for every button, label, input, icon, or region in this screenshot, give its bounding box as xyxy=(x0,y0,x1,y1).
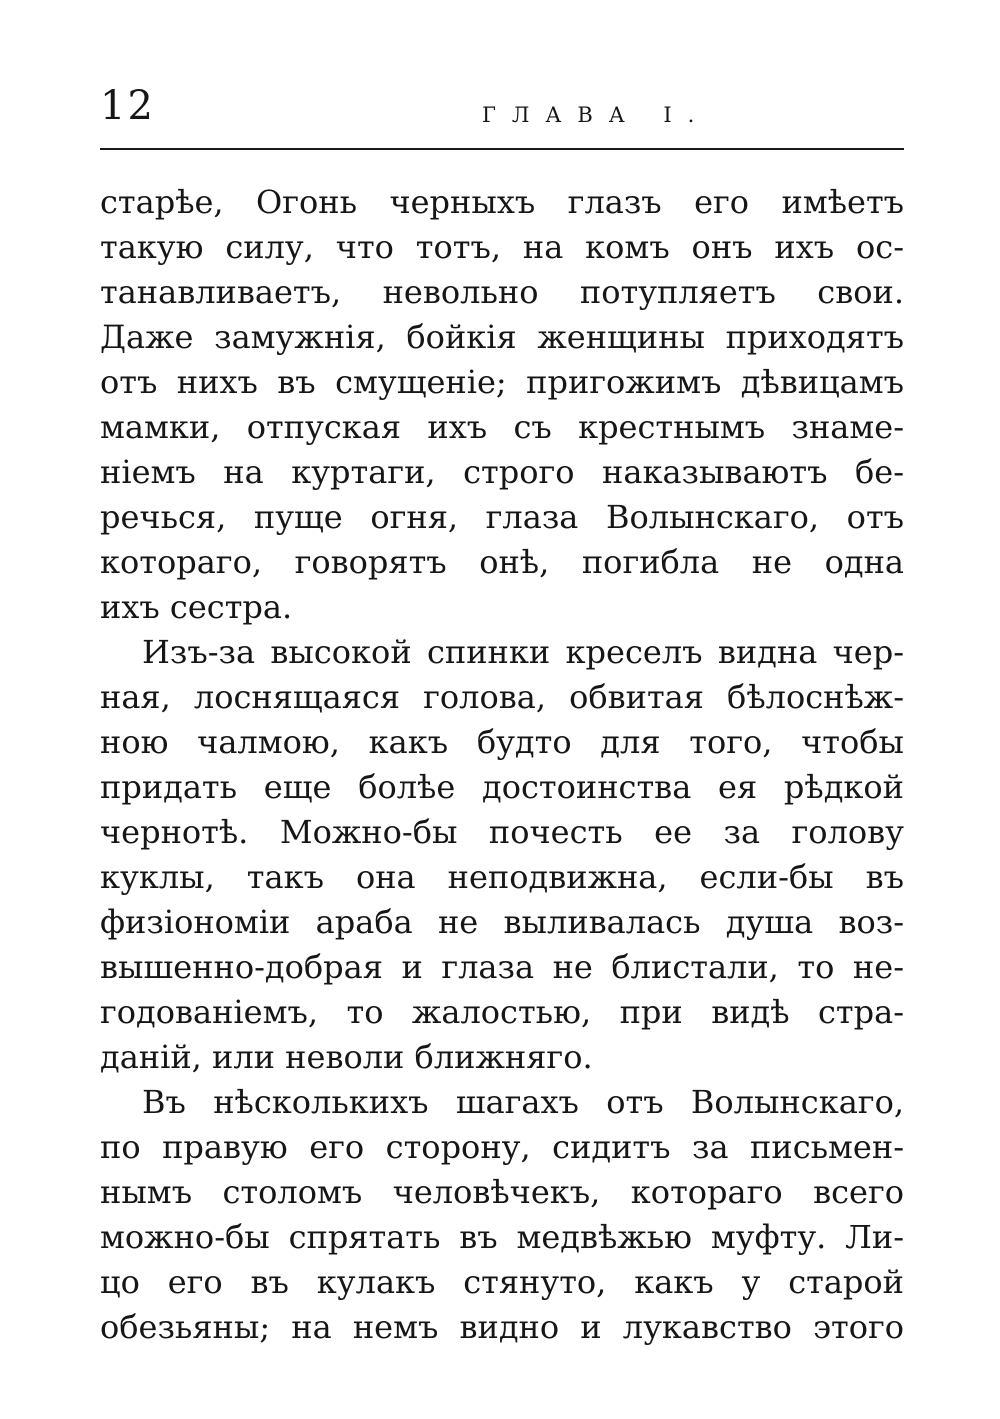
text-line: ихъ сестра. xyxy=(100,588,293,626)
text-line: можно-бы спрятать въ медвѣжью муфту. Ли- xyxy=(100,1218,904,1256)
text-line: придать еще болѣе достоинства ея рѣдкой xyxy=(100,768,904,806)
running-head: ГЛАВА I. xyxy=(482,103,711,127)
text-line: вышенно-добрая и глаза не блистали, то не- xyxy=(100,948,904,986)
text-line: старѣе, Огонь черныхъ глазъ его имѣетъ xyxy=(100,183,904,221)
header-rule xyxy=(100,148,904,150)
text-line: танавливаетъ, невольно потупляетъ свои. xyxy=(100,273,904,311)
text-line: такую силу, что тотъ, на комъ онъ ихъ ос- xyxy=(100,228,904,266)
text-line: обезьяны; на немъ видно и лукавство этого xyxy=(100,1308,904,1346)
page-header xyxy=(100,80,904,140)
text-line: куклы, такъ она неподвижна, если-бы въ xyxy=(100,858,904,896)
text-line: по правую его сторону, сидитъ за письмен- xyxy=(100,1128,904,1166)
text-line: речься, пуще огня, глаза Волынскаго, отъ xyxy=(100,498,904,536)
page-number: 12 xyxy=(100,83,155,129)
text-line: котораго, говорятъ онѣ, погибла не одна xyxy=(100,543,904,581)
text-line: нымъ столомъ человѣчекъ, котораго всего xyxy=(100,1173,904,1211)
text-line: отъ нихъ въ смущеніе; пригожимъ дѣвицамъ xyxy=(100,363,904,401)
text-line: мамки, отпуская ихъ съ крестнымъ знаме- xyxy=(100,408,904,446)
text-line: физіономіи араба не выливалась душа воз- xyxy=(100,903,904,941)
body-text xyxy=(100,180,904,1350)
text-line: Изъ-за высокой спинки креселъ видна чер- xyxy=(142,633,904,671)
text-line: цо его въ кулакъ стянуто, какъ у старой xyxy=(100,1263,904,1301)
text-line: чернотѣ. Можно-бы почесть ее за голову xyxy=(100,813,904,851)
text-line: Даже замужнія, бойкія женщины приходятъ xyxy=(100,318,904,356)
text-line: ная, лоснящаяся голова, обвитая бѣлоснѣж- xyxy=(100,678,904,716)
text-line: ніемъ на куртаги, строго наказываютъ бе- xyxy=(100,453,904,491)
text-line: ною чалмою, какъ будто для того, чтобы xyxy=(100,723,904,761)
text-line: Въ нѣсколькихъ шагахъ отъ Волынскаго, xyxy=(142,1083,904,1121)
text-line: даній, или неволи ближняго. xyxy=(100,1038,593,1076)
text-line: годованіемъ, то жалостью, при видѣ стра- xyxy=(100,993,904,1031)
